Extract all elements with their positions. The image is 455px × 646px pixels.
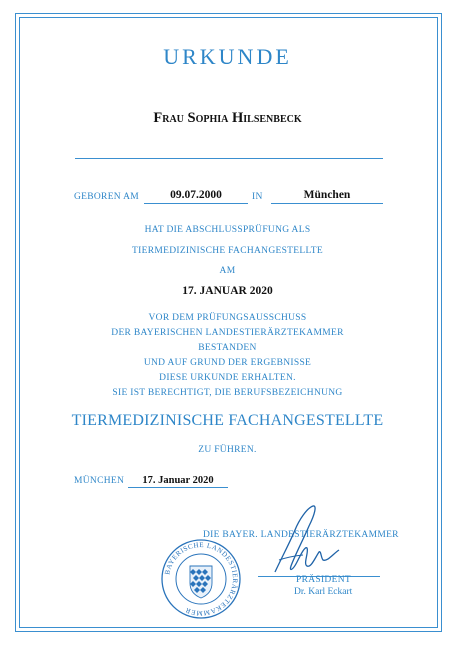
text-line-7: UND AUF GRUND DER ERGEBNISSE: [143, 358, 312, 368]
text-line-1: HAT DIE ABSCHLUSSPRÜFUNG ALS: [144, 225, 311, 235]
birth-date-underline: [144, 203, 248, 204]
issue-date: 17. Januar 2020: [142, 475, 214, 486]
profession-title: TIERMEDIZINISCHE FACHANGESTELLTE: [71, 412, 384, 429]
in-label: IN: [252, 192, 263, 202]
president-signature: [255, 500, 355, 580]
born-label: GEBOREN AM: [74, 192, 140, 202]
birth-date: 09.07.2000: [170, 189, 222, 201]
text-line-5: DER BAYERISCHEN LANDESTIERÄRZTEKAMMER: [111, 328, 344, 338]
name-underline: [75, 158, 383, 159]
recipient-name: Frau Sophia Hilsenbeck: [153, 110, 302, 126]
text-line-3: AM: [219, 266, 236, 276]
exam-date: 17. JANUAR 2020: [182, 285, 273, 297]
president-name: Dr. Karl Eckart: [294, 587, 353, 597]
seal-text: BAYERISCHE LANDESTIERÄRZTEKAMMER: [163, 540, 240, 618]
president-label: PRÄSIDENT: [296, 575, 351, 585]
birth-place-underline: [271, 203, 383, 204]
certificate-title: URKUNDE: [163, 44, 292, 69]
birth-place: München: [303, 189, 351, 201]
chamber-name: DIE BAYER. LANDESTIERÄRZTEKAMMER: [203, 530, 399, 540]
text-line-9: SIE IST BERECHTIGT, DIE BERUFSBEZEICHNUNG: [112, 388, 343, 398]
text-line-2: TIERMEDIZINISCHE FACHANGESTELLTE: [132, 246, 323, 256]
issue-place: MÜNCHEN: [74, 476, 125, 486]
text-line-4: VOR DEM PRÜFUNGSAUSSCHUSS: [148, 313, 307, 323]
text-line-10: ZU FÜHREN.: [198, 445, 257, 455]
issue-date-underline: [128, 487, 228, 488]
text-line-6: BESTANDEN: [198, 343, 257, 353]
official-seal: [160, 538, 242, 620]
text-line-8: DIESE URKUNDE ERHALTEN.: [159, 373, 296, 383]
